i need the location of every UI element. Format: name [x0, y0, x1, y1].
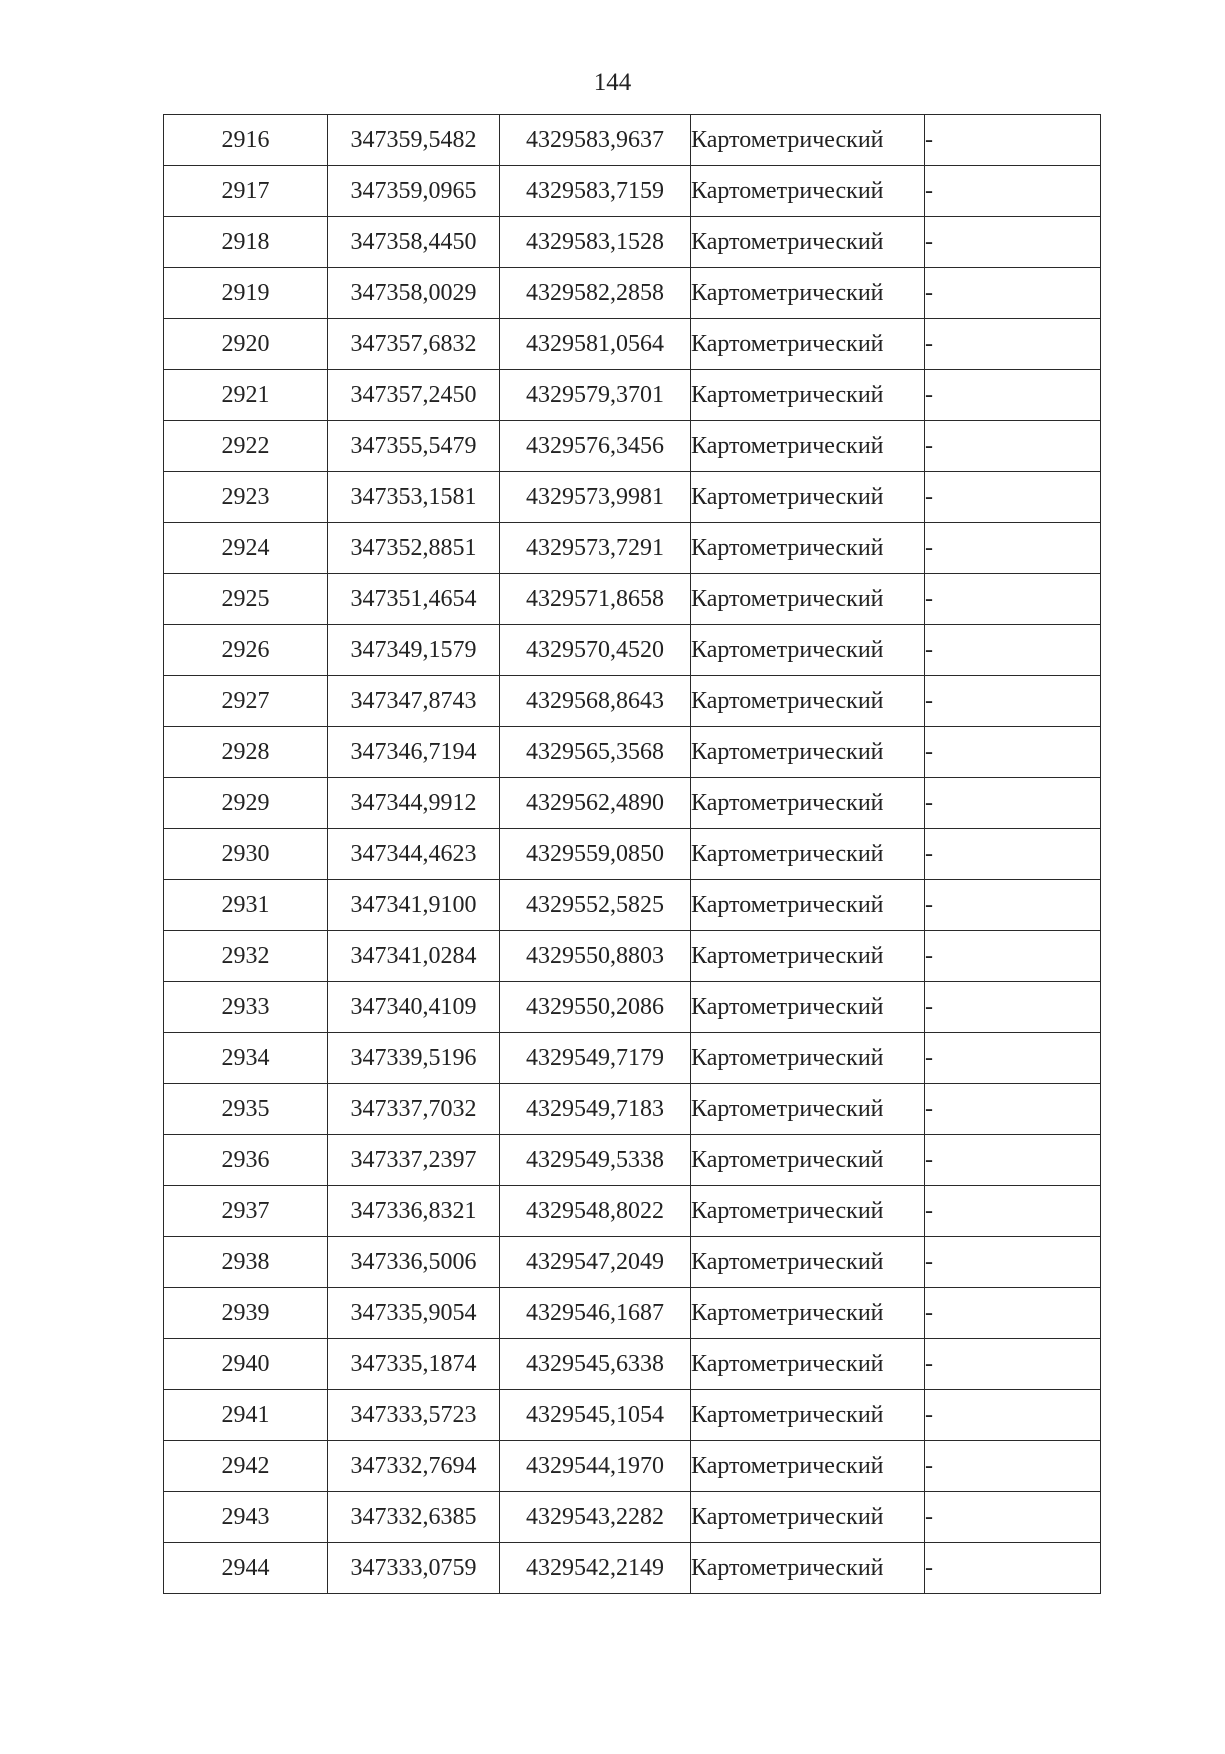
accuracy-cell: -: [925, 1288, 1101, 1339]
y-coordinate-cell: 4329583,7159: [500, 166, 691, 217]
point-number-cell: 2931: [164, 880, 328, 931]
method-cell: Картометрический: [691, 421, 925, 472]
accuracy-cell: -: [925, 217, 1101, 268]
table-row: [164, 319, 1101, 370]
method-cell: Картометрический: [691, 982, 925, 1033]
table-row: [164, 523, 1101, 574]
point-number-cell: 2929: [164, 778, 328, 829]
accuracy-cell: -: [925, 1339, 1101, 1390]
y-coordinate-cell: 4329544,1970: [500, 1441, 691, 1492]
point-number-cell: 2940: [164, 1339, 328, 1390]
method-cell: Картометрический: [691, 1390, 925, 1441]
y-coordinate-cell: 4329548,8022: [500, 1186, 691, 1237]
x-coordinate-cell: 347346,7194: [328, 727, 500, 778]
point-number-cell: 2939: [164, 1288, 328, 1339]
x-coordinate-cell: 347332,6385: [328, 1492, 500, 1543]
table-row: [164, 1237, 1101, 1288]
method-cell: Картометрический: [691, 523, 925, 574]
x-coordinate-cell: 347344,9912: [328, 778, 500, 829]
point-number-cell: 2934: [164, 1033, 328, 1084]
x-coordinate-cell: 347337,7032: [328, 1084, 500, 1135]
x-coordinate-cell: 347335,1874: [328, 1339, 500, 1390]
accuracy-cell: -: [925, 1492, 1101, 1543]
x-coordinate-cell: 347347,8743: [328, 676, 500, 727]
accuracy-cell: -: [925, 574, 1101, 625]
y-coordinate-cell: 4329545,1054: [500, 1390, 691, 1441]
table-row: [164, 727, 1101, 778]
y-coordinate-cell: 4329550,2086: [500, 982, 691, 1033]
point-number-cell: 2922: [164, 421, 328, 472]
point-number-cell: 2944: [164, 1543, 328, 1594]
method-cell: Картометрический: [691, 217, 925, 268]
y-coordinate-cell: 4329576,3456: [500, 421, 691, 472]
table-row: [164, 1390, 1101, 1441]
point-number-cell: 2925: [164, 574, 328, 625]
table-row: [164, 1288, 1101, 1339]
method-cell: Картометрический: [691, 1033, 925, 1084]
method-cell: Картометрический: [691, 1492, 925, 1543]
y-coordinate-cell: 4329565,3568: [500, 727, 691, 778]
accuracy-cell: -: [925, 1441, 1101, 1492]
x-coordinate-cell: 347336,5006: [328, 1237, 500, 1288]
page-number: 144: [593, 69, 632, 96]
table-row: [164, 829, 1101, 880]
point-number-cell: 2916: [164, 115, 328, 166]
method-cell: Картометрический: [691, 370, 925, 421]
table-row: [164, 166, 1101, 217]
point-number-cell: 2943: [164, 1492, 328, 1543]
point-number-cell: 2933: [164, 982, 328, 1033]
y-coordinate-cell: 4329573,9981: [500, 472, 691, 523]
table-row: [164, 472, 1101, 523]
accuracy-cell: -: [925, 1237, 1101, 1288]
y-coordinate-cell: 4329568,8643: [500, 676, 691, 727]
table-row: [164, 1084, 1101, 1135]
table-row: [164, 1135, 1101, 1186]
x-coordinate-cell: 347357,2450: [328, 370, 500, 421]
point-number-cell: 2937: [164, 1186, 328, 1237]
x-coordinate-cell: 347344,4623: [328, 829, 500, 880]
point-number-cell: 2924: [164, 523, 328, 574]
x-coordinate-cell: 347341,9100: [328, 880, 500, 931]
table-row: [164, 625, 1101, 676]
point-number-cell: 2918: [164, 217, 328, 268]
accuracy-cell: -: [925, 778, 1101, 829]
method-cell: Картометрический: [691, 880, 925, 931]
method-cell: Картометрический: [691, 1237, 925, 1288]
method-cell: Картометрический: [691, 1186, 925, 1237]
table-row: [164, 1186, 1101, 1237]
x-coordinate-cell: 347355,5479: [328, 421, 500, 472]
y-coordinate-cell: 4329583,9637: [500, 115, 691, 166]
method-cell: Картометрический: [691, 1339, 925, 1390]
point-number-cell: 2935: [164, 1084, 328, 1135]
accuracy-cell: -: [925, 319, 1101, 370]
x-coordinate-cell: 347333,0759: [328, 1543, 500, 1594]
accuracy-cell: -: [925, 676, 1101, 727]
accuracy-cell: -: [925, 115, 1101, 166]
point-number-cell: 2938: [164, 1237, 328, 1288]
accuracy-cell: -: [925, 829, 1101, 880]
point-number-cell: 2932: [164, 931, 328, 982]
x-coordinate-cell: 347337,2397: [328, 1135, 500, 1186]
table-row: [164, 778, 1101, 829]
accuracy-cell: -: [925, 370, 1101, 421]
table-row: [164, 115, 1101, 166]
y-coordinate-cell: 4329549,5338: [500, 1135, 691, 1186]
point-number-cell: 2921: [164, 370, 328, 421]
y-coordinate-cell: 4329562,4890: [500, 778, 691, 829]
coordinates-table: [163, 114, 1101, 1594]
accuracy-cell: -: [925, 982, 1101, 1033]
y-coordinate-cell: 4329581,0564: [500, 319, 691, 370]
y-coordinate-cell: 4329546,1687: [500, 1288, 691, 1339]
y-coordinate-cell: 4329549,7183: [500, 1084, 691, 1135]
x-coordinate-cell: 347340,4109: [328, 982, 500, 1033]
method-cell: Картометрический: [691, 1135, 925, 1186]
y-coordinate-cell: 4329545,6338: [500, 1339, 691, 1390]
table-row: [164, 676, 1101, 727]
point-number-cell: 2928: [164, 727, 328, 778]
point-number-cell: 2917: [164, 166, 328, 217]
table-row: [164, 931, 1101, 982]
point-number-cell: 2930: [164, 829, 328, 880]
y-coordinate-cell: 4329583,1528: [500, 217, 691, 268]
method-cell: Картометрический: [691, 625, 925, 676]
table-row: [164, 421, 1101, 472]
x-coordinate-cell: 347349,1579: [328, 625, 500, 676]
point-number-cell: 2926: [164, 625, 328, 676]
y-coordinate-cell: 4329542,2149: [500, 1543, 691, 1594]
accuracy-cell: -: [925, 625, 1101, 676]
table-row: [164, 370, 1101, 421]
accuracy-cell: -: [925, 1543, 1101, 1594]
method-cell: Картометрический: [691, 268, 925, 319]
y-coordinate-cell: 4329552,5825: [500, 880, 691, 931]
x-coordinate-cell: 347358,4450: [328, 217, 500, 268]
x-coordinate-cell: 347339,5196: [328, 1033, 500, 1084]
y-coordinate-cell: 4329559,0850: [500, 829, 691, 880]
x-coordinate-cell: 347332,7694: [328, 1441, 500, 1492]
accuracy-cell: -: [925, 1135, 1101, 1186]
accuracy-cell: -: [925, 931, 1101, 982]
y-coordinate-cell: 4329570,4520: [500, 625, 691, 676]
x-coordinate-cell: 347351,4654: [328, 574, 500, 625]
y-coordinate-cell: 4329543,2282: [500, 1492, 691, 1543]
accuracy-cell: -: [925, 1390, 1101, 1441]
point-number-cell: 2942: [164, 1441, 328, 1492]
table-row: [164, 1543, 1101, 1594]
accuracy-cell: -: [925, 421, 1101, 472]
y-coordinate-cell: 4329547,2049: [500, 1237, 691, 1288]
point-number-cell: 2927: [164, 676, 328, 727]
accuracy-cell: -: [925, 1084, 1101, 1135]
table-row: [164, 574, 1101, 625]
y-coordinate-cell: 4329549,7179: [500, 1033, 691, 1084]
coordinates-table-body: [164, 115, 1101, 1594]
x-coordinate-cell: 347353,1581: [328, 472, 500, 523]
point-number-cell: 2920: [164, 319, 328, 370]
point-number-cell: 2923: [164, 472, 328, 523]
accuracy-cell: -: [925, 1186, 1101, 1237]
y-coordinate-cell: 4329582,2858: [500, 268, 691, 319]
method-cell: Картометрический: [691, 115, 925, 166]
method-cell: Картометрический: [691, 166, 925, 217]
table-row: [164, 982, 1101, 1033]
y-coordinate-cell: 4329571,8658: [500, 574, 691, 625]
method-cell: Картометрический: [691, 778, 925, 829]
table-row: [164, 880, 1101, 931]
x-coordinate-cell: 347336,8321: [328, 1186, 500, 1237]
y-coordinate-cell: 4329573,7291: [500, 523, 691, 574]
y-coordinate-cell: 4329550,8803: [500, 931, 691, 982]
table-row: [164, 217, 1101, 268]
x-coordinate-cell: 347352,8851: [328, 523, 500, 574]
point-number-cell: 2941: [164, 1390, 328, 1441]
table-row: [164, 1033, 1101, 1084]
accuracy-cell: -: [925, 1033, 1101, 1084]
point-number-cell: 2919: [164, 268, 328, 319]
table-row: [164, 1441, 1101, 1492]
accuracy-cell: -: [925, 727, 1101, 778]
accuracy-cell: -: [925, 472, 1101, 523]
method-cell: Картометрический: [691, 931, 925, 982]
x-coordinate-cell: 347333,5723: [328, 1390, 500, 1441]
table-row: [164, 1492, 1101, 1543]
x-coordinate-cell: 347341,0284: [328, 931, 500, 982]
point-number-cell: 2936: [164, 1135, 328, 1186]
x-coordinate-cell: 347359,5482: [328, 115, 500, 166]
accuracy-cell: -: [925, 166, 1101, 217]
table-row: [164, 268, 1101, 319]
method-cell: Картометрический: [691, 1288, 925, 1339]
method-cell: Картометрический: [691, 676, 925, 727]
method-cell: Картометрический: [691, 1084, 925, 1135]
method-cell: Картометрический: [691, 829, 925, 880]
x-coordinate-cell: 347359,0965: [328, 166, 500, 217]
method-cell: Картометрический: [691, 574, 925, 625]
accuracy-cell: -: [925, 523, 1101, 574]
accuracy-cell: -: [925, 268, 1101, 319]
table-row: [164, 1339, 1101, 1390]
x-coordinate-cell: 347357,6832: [328, 319, 500, 370]
method-cell: Картометрический: [691, 472, 925, 523]
x-coordinate-cell: 347358,0029: [328, 268, 500, 319]
method-cell: Картометрический: [691, 1441, 925, 1492]
x-coordinate-cell: 347335,9054: [328, 1288, 500, 1339]
y-coordinate-cell: 4329579,3701: [500, 370, 691, 421]
method-cell: Картометрический: [691, 1543, 925, 1594]
accuracy-cell: -: [925, 880, 1101, 931]
method-cell: Картометрический: [691, 727, 925, 778]
method-cell: Картометрический: [691, 319, 925, 370]
